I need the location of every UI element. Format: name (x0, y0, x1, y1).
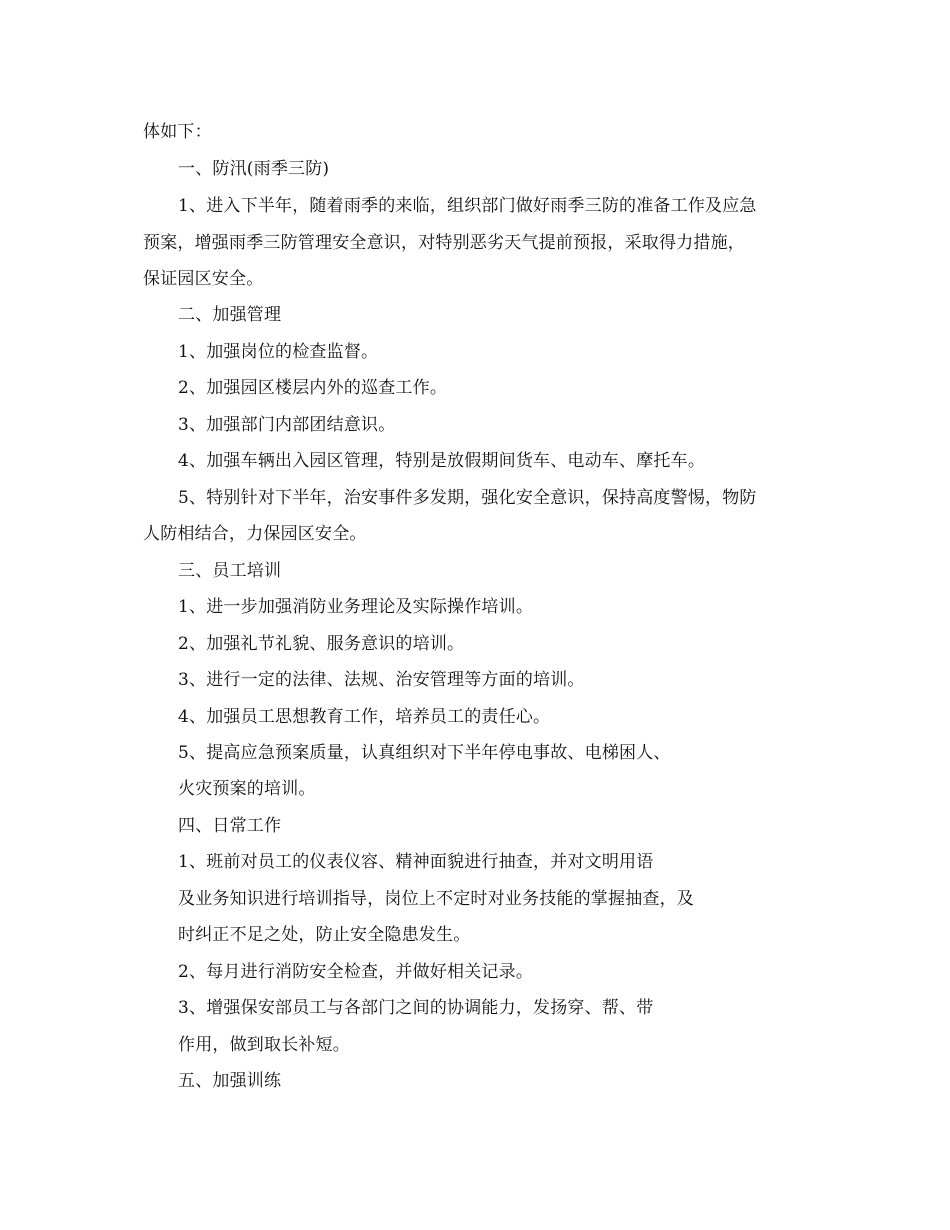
list-item: 4、加强员工思想教育工作，培养员工的责任心。 (178, 707, 551, 727)
list-item: 3、进行一定的法律、法规、治安管理等方面的培训。 (178, 670, 585, 690)
list-item: 1、加强岗位的检查监督。 (178, 342, 379, 362)
list-item: 4、加强车辆出入园区管理，特别是放假期间货车、电动车、摩托车。 (178, 451, 706, 471)
list-item: 5、特别针对下半年，治安事件多发期，强化安全意识，保持高度警惕，物防 (178, 488, 757, 508)
paragraph-line: 作用，做到取长补短。 (178, 1035, 350, 1055)
list-item: 2、加强礼节礼貌、服务意识的培训。 (178, 634, 465, 654)
paragraph-line: 火灾预案的培训。 (178, 779, 316, 799)
section-heading-flood: 一、防汛(雨季三防) (178, 159, 330, 179)
list-item: 5、提高应急预案质量，认真组织对下半年停电事故、电梯困人、 (178, 743, 671, 763)
section-heading-training: 三、员工培训 (178, 561, 282, 581)
section-heading-daily-work: 四、日常工作 (178, 816, 282, 836)
text-line-intro: 体如下： (143, 122, 212, 142)
section-heading-drills: 五、加强训练 (178, 1071, 282, 1091)
paragraph-line: 预案，增强雨季三防管理安全意识，对特别恶劣天气提前预报，采取得力措施， (143, 233, 745, 253)
list-item: 2、每月进行消防安全检查，并做好相关记录。 (178, 962, 534, 982)
list-item: 1、进一步加强消防业务理论及实际操作培训。 (178, 597, 534, 617)
paragraph-line: 及业务知识进行培训指导，岗位上不定时对业务技能的掌握抽查，及 (178, 889, 694, 909)
paragraph-line: 人防相结合，力保园区安全。 (143, 524, 367, 544)
list-item: 2、加强园区楼层内外的巡查工作。 (178, 378, 448, 398)
list-item: 3、加强部门内部团结意识。 (178, 415, 396, 435)
paragraph-line: 保证园区安全。 (143, 269, 264, 289)
section-heading-management: 二、加强管理 (178, 305, 282, 325)
paragraph-line: 时纠正不足之处，防止安全隐患发生。 (178, 925, 471, 945)
paragraph-line: 1、进入下半年，随着雨季的来临，组织部门做好雨季三防的准备工作及应急 (178, 196, 757, 216)
list-item: 3、增强保安部员工与各部门之间的协调能力，发扬穿、帮、带 (178, 998, 654, 1018)
list-item: 1、班前对员工的仪表仪容、精神面貌进行抽查，并对文明用语 (178, 852, 654, 872)
